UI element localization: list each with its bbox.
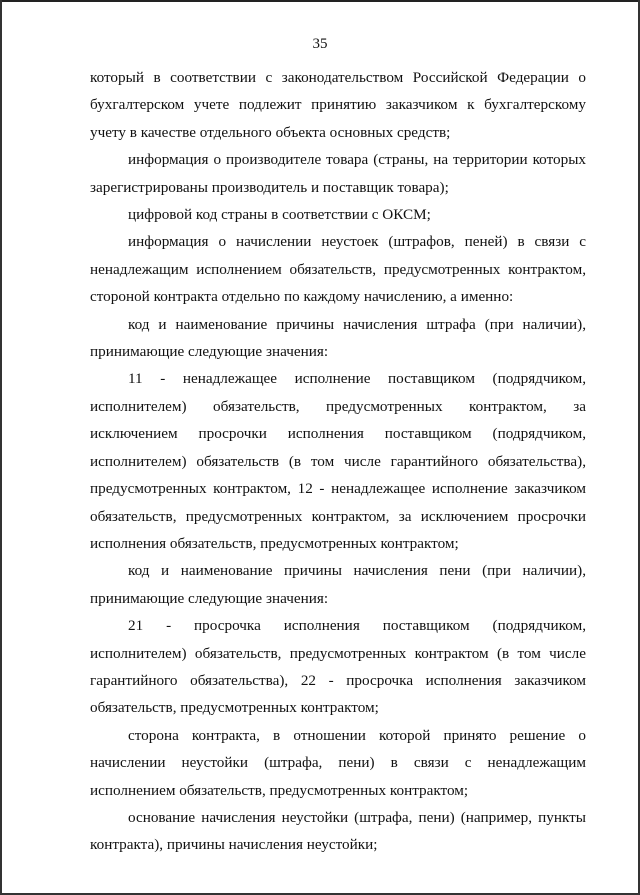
page-number: 35: [312, 36, 328, 52]
paragraph: информация о производителе товара (страны, на территории которых зарегистрированы производитель и поставщик товара);: [90, 151, 586, 196]
body-text: [90, 64, 586, 859]
paragraph: код и наименование причины начисления штрафа (при наличии), принимающие следующие значения:: [90, 315, 586, 361]
paragraph: 21 - просрочка исполнения поставщиком (подрядчиком, исполнителем) обязательств, предусмотренных контрактом (в том числе гарантийного обязательства), 22 - просрочка исполнения заказчиком обязательств, предусмотренных контрактом;: [90, 617, 586, 717]
paragraph: информация о начислении неустоек (штрафов, пеней) в связи с ненадлежащим исполнением обязательств, предусмотренных контрактом, стороной контракта отдельно по каждому начислению, а именно:: [90, 233, 586, 306]
scan-edge-left: [0, 0, 2, 895]
scan-edge-top: [0, 0, 640, 2]
paragraph: 11 - ненадлежащее исполнение поставщиком (подрядчиком, исполнителем) обязательств, предусмотренных контрактом, за исключением просрочки исполнения поставщиком (подрядчиком, исполнителем) обязательств (в том числе гарантийного обязательства), предусмотренных контрактом, 12 - ненадлежащее исполнение заказчиком обязательств, предусмотренных контрактом, за исключением просрочки исполнения обязательств, предусмотренных контрактом;: [90, 370, 586, 552]
paragraph: цифровой код страны в соответствии с ОКСМ;: [128, 206, 431, 224]
paragraph: который в соответствии с законодательством Российской Федерации о бухгалтерском учете подлежит принятию заказчиком к бухгалтерскому учету в качестве отдельного объекта основных средств;: [90, 69, 586, 141]
paragraph: сторона контракта, в отношении которой принято решение о начислении неустойки (штрафа, пени) в связи с ненадлежащим исполнением обязательств, предусмотренных контрактом;: [90, 726, 586, 799]
paragraph: основание начисления неустойки (штрафа, пени) (например, пункты контракта), причины начисления неустойки;: [90, 808, 586, 854]
paragraph: код и наименование причины начисления пени (при наличии), принимающие следующие значения:: [90, 562, 586, 607]
